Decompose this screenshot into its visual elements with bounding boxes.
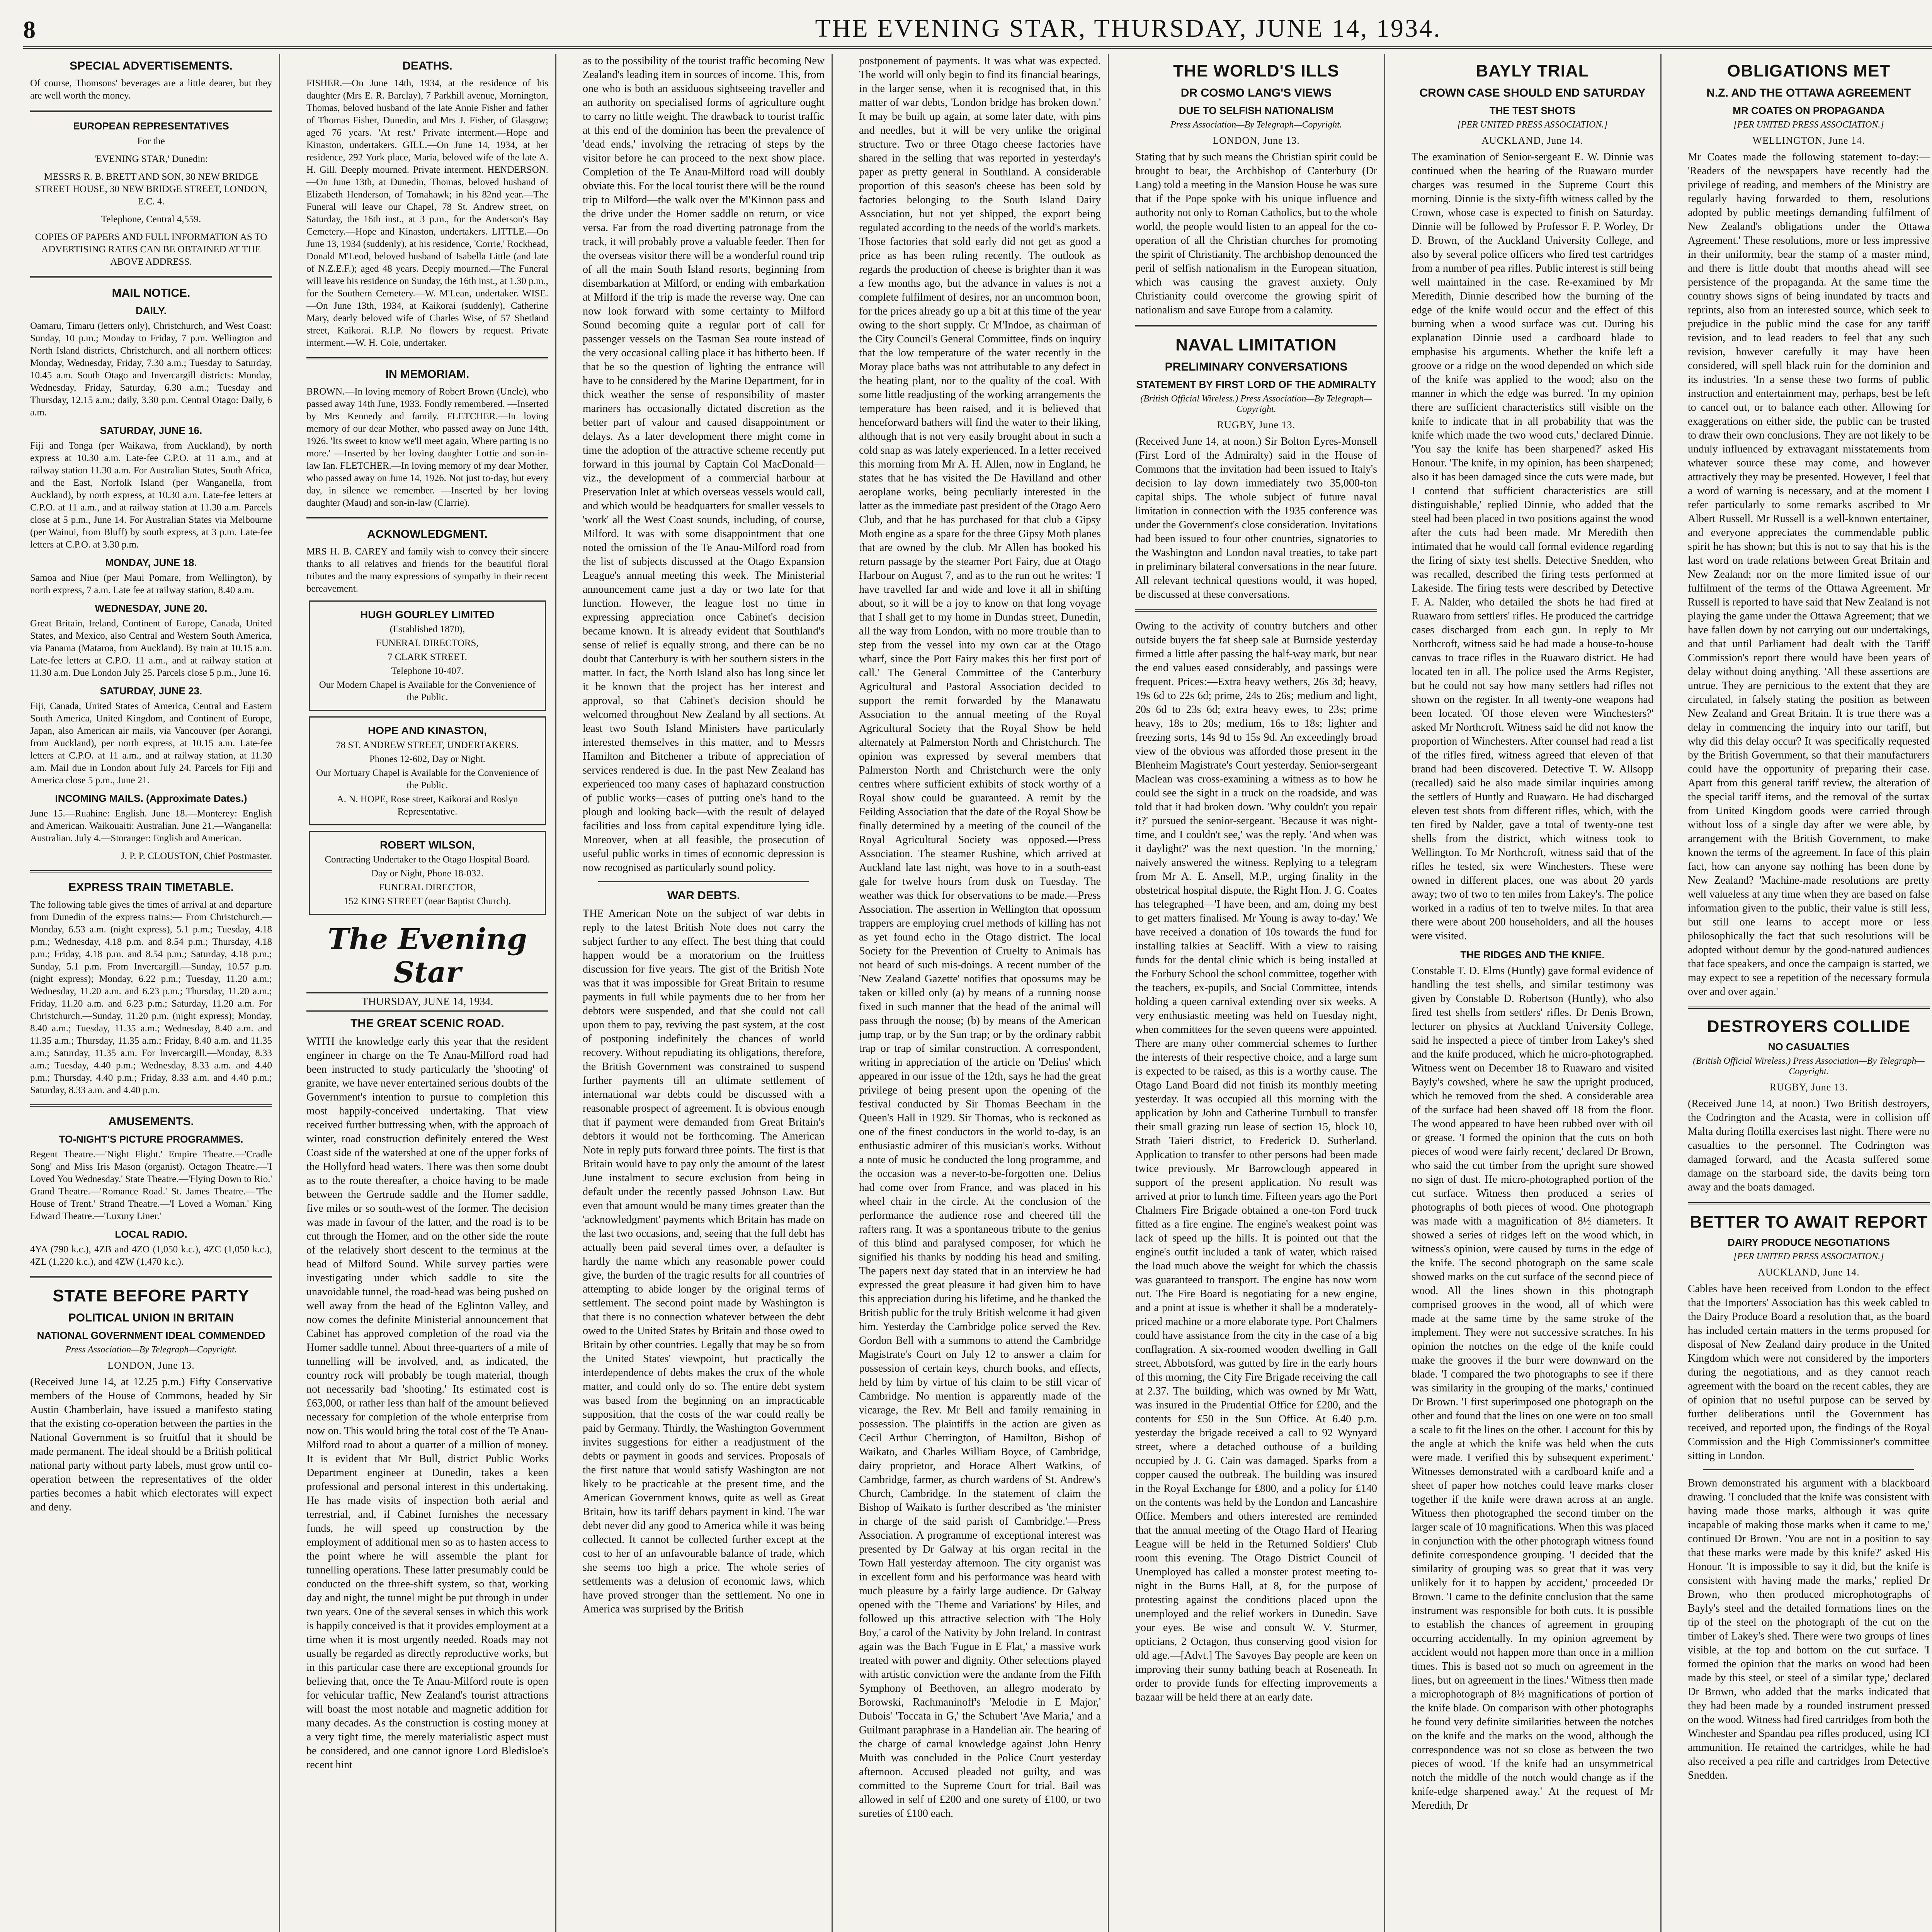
column-3 [576,54,833,1932]
wilson-role: FUNERAL DIRECTOR, [379,882,476,893]
mail-incoming-heading: INCOMING MAILS. (Approximate Dates.) [55,793,247,804]
await-report-dateline: AUCKLAND, June 14. [1758,1267,1860,1278]
column-5 [1128,54,1385,1932]
obligations-byline: [PER UNITED PRESS ASSOCIATION.] [1733,120,1884,130]
wilson-addr: 152 KING STREET (near Baptist Church). [344,896,511,906]
gourley-role: FUNERAL DIRECTORS, [376,638,479,648]
destroyers-sub: NO CASUALTIES [1768,1041,1850,1053]
gourley-name: HUGH GOURLEY LIMITED [360,609,495,621]
naval-byline: (British Official Wireless.) Press Association—By Telegraph—Copyright. [1140,394,1372,414]
newspaper-page [23,54,1932,1932]
ack-text: MRS H. B. CAREY and family wish to convey their sincere thanks to all relatives and friends for the beautiful floral tributes and the many expressions of sympathy in their recent bereavement. [306,546,548,594]
memoriam-text: BROWN.—In loving memory of Robert Brown (Uncle), who passed away 14th June, 1933. Fondly remembered. —Inserted by Mrs Kennedy and family. FLETCHER.—In loving memory of our dear Mother, who passed away on June 14th, 1926. 'Its sweet to know we'll meet again, Where parting is no more.' —Inserted by her loving daughter Lottie and son-in-law Ian. FLETCHER.—In loving memory of my dear Mother, who passed away on June 14, 1926. Not just to-day, but every day, in silence we remember. —Inserted by her loving daughter (Maud) and son-in-law (Clarrie). [306,386,548,508]
await-report-text: Cables have been received from London to the effect that the Importers' Association has this week cabled to the Dairy Produce Board a resolution that, as the board has included certain matters in the terms proposed for disposal of New Zealand dairy produce in the United Kingdom which were not considered by the importers during the negotiations, and as they cannot reach agreement with the board on the recent cables, they are of opinion that no useful purpose can be served by further deliberations until the Government has received, and reported upon, the findings of the Royal Commission and the High Commissioner's committee sitting in London. [1688,1283,1930,1462]
special-ads-text: Of course, Thomsons' beverages are a little dearer, but they are well worth the money. [30,78,272,101]
hope-sub: A. N. HOPE, Rose street, Kaikorai and Roslyn Representative. [337,794,518,817]
bayly-continued-text: Brown demonstrated his argument with a blackboard drawing. 'I concluded that the knife was consistent with having made those marks, although it was quite incapable of making those marks when it came to me,' continued Dr Brown. 'You are not in a position to say that these marks were made by this knife?' asked His Honour. 'It is impossible to say it did, but the knife is consistent with having made the marks,' replied Dr Brown, who then produced microphotographs of Bayly's steel and the detailed formations lines on the tip of the steel on the photograph of the cut on the timber of Lakey's shed. There were two groups of lines visible, at the top and bottom on the cut surface. 'I formed the opinion that the marks on wood had been made by this steel, or steel of a similar type,' declared Dr Brown, who added that the marks indicated that they had been made by a rounded instrument pressed on the wood. Witness had fired cartridges from both the Winchester and Spandau pea rifles produced, using ICI ammunition. He retained the cartridges, while he had also received a pea rifle and cartridges from Detective Snedden. [1688,1477,1930,1781]
local-notes-text: Owing to the activity of country butchers and other outside buyers the fat sheep sale at Burnside yesterday firmed a little after passing the half-way mark, but near the end values eased considerably, and passings were frequent. Prices:—Extra heavy wethers, 26s 3d; heavy, 19s 6d to 22s 6d; prime, 24s to 26s; medium and light, 20s 6d to 23s 6d; extra heavy ewes, to 23s; prime heavy, 18s to 20s; medium, 16s to 18s; lighter and freezing sorts, 14s 9d to 15s 9d. An exceedingly broad view of the obvious was afforded those present in the Blenheim Magistrate's Court yesterday. Senior-sergeant Maclean was cross-examining a witness as to how he could see the sight in a truck on the roadside, and was told that it had broken down. 'Why couldn't you repair it?' pursued the senior-sergeant. 'Because it was night-time, and I couldn't see,' was the reply. 'And when was it daylight?' was the next question. 'In the morning,' naively answered the witness. Replying to a telegram from Mr A. E. Ansell, M.P., urging finality in the obstetrical hospital dispute, the Right Hon. J. G. Coates has telegraphed—'I have been, and am, doing my best to get matters finalised. Mr Young is away to-day.' We have received a donation of 10s towards the fund for installing talkies at Seacliff. With a view to raising funds for the dental clinic which is being installed at the Forbury School the school committee, together with the teachers, ex-pupils, and Social Committee, intends holding a queen carnival extending over six weeks. A very enthusiastic meeting was held on Tuesday night, when committees for the seven queens were appointed. There are many other commercial schemes to further the interests of their respective choice, and a large sum is expected to be raised, as this is a worthy cause. The Otago Land Board did not finish its monthly meeting yesterday. It was occupied all this morning with the application by John and Catherine Turnbull to transfer their small grazing run lease of section 15, block 10, Strath Taieri district, to Frederick D. Sutherland. Application to transfer to other persons had been made twice previously. Mr Barrowclough appeared in support of the present application. No result was arrived at prior to lunch time. Fifteen years ago the Port Chalmers Fire Brigade obtained a one-ton Ford truck fitted as a fire engine. The engine's weakest point was lack of speed up the hills. It is pointed out that the engine's outfit included a tank of water, which raised the load much above the weight for which the chassis was guaranteed to transport. The engine has now worn out. The Fire Board is negotiating for a new engine, and a point at issue is whether it shall be a moderately-priced machine or a more elaborate type. Port Chalmers could have assistance from the city in the case of a big conflagration. A six-roomed wooden dwelling in Gall street, Abbotsford, was gutted by fire in the early hours of this morning, the City Fire Brigade receiving the call at 2.37. The building, which was owned by Mr Watt, was insured in the Prudential Office for £200, and the contents for £50 in the Sun Office. At 6.40 p.m. yesterday the brigade received a call to 92 Wynyard street, where a detached outhouse of a building occupied by J. G. Cain was damaged. Sparks from a copper caused the outbreak. The building was insured in the Royal Exchange for £800, and a policy for £140 on the contents was held by the London and Lancashire Office. Members and others interested are reminded that the annual meeting of the Otago Hard of Hearing League will be held in the Returned Soldiers' Club room this evening. The Otago District Council of Unemployed has called a monster protest meeting to-night in the Burns Hall, at 8, for the purpose of protesting against the conditions placed upon the unemployed and the relief workers in Dunedin. Save your eyes. Be wise and consult W. V. Sturmer, opticians, 2 Octagon, thus conserving good vision for old age.—[Advt.] The Savoyes Bay people are keen on improving their sunny bathing beach at Roseneath. In order to provide funds for effecting improvements a bazaar will be held there at an early date. [1135,620,1377,1703]
state-party-byline: Press Association—By Telegraph—Copyright. [65,1345,237,1355]
euro-reps-heading: EUROPEAN REPRESENTATIVES [73,120,229,132]
hope-name: HOPE AND KINASTON, [367,724,487,736]
bayly-text2: Constable T. D. Elms (Huntly) gave formal evidence of handling the test shells, and similar testimony was given by Constable D. Robertson (Huntly), who also fired test shells from settlers' rifles. Dr Denis Brown, lecturer on physics at Auckland University College, said he inspected a piece of timber from Lakey's shed and the knife produced, which he micro-photographed. Witness went on December 18 to Ruawaro and visited Bayly's cowshed, where he saw the upright produced, which he removed from the shed. A considerable area of the surface had been shaved off 18 from the floor. The wood appeared to have been rubbed over with oil or grease. 'I formed the opinion that the cuts on both pieces of wood were fairly recent,' declared Dr Brown, who said the cut timber from the upright sure showed no sign of dust. He micro-photographed portion of the cut surface. Witness then produced a series of photographs of both pieces of wood. One photograph was made with a magnification of 8½ diameters. It showed a series of ridges left on the wood which, in witness's opinion, were caused by turns in the edge of the knife. The second photograph on the same scale showed marks on the cut surface of the second piece of wood. All the lines shown in this photograph comprised grooves in the wood, all of which were made at the same time by the same stroke of the implement. They were not successive scratches. In his opinion the notches on the edge of the knife could make the grooves if the burr were downward on the blade. 'I compared the two photographs to see if there was similarity in the grouping of the marks,' continued Dr Brown. 'I first superimposed one photograph on the other and found that the lines on one were on too small a scale to fit the lines on the other. I account for this by the angle at which the knife was held when the cuts were made. I verified this by subsequent experiment.' Witnesses demonstrated with a cardboard knife and a sheet of paper how notches could leave marks closer together if the knife were drawn across at an angle. Witness then photographed the second timber on the larger scale of 10 magnifications. When this was placed in conjunction with the other photograph witness found definite correspondence grouping. 'I decided that the similarity of grouping was so great that it was very unlikely for it to happen by accident,' proceeded Dr Brown. 'I came to the definite conclusion that the same instrument was responsible for both cuts. It is possible to establish the chances of agreement in grouping occurring accidentally. In my opinion agreement by accident would not happen more than once in a million times. This is based not so much on agreement in the lines, but on agreement in the lines.' Witness then made a microphotograph of 8½ magnifications of portion of the knife blade. On comparison with other photographs he found very definite similarities between the notches on the knife and the marks on the wood, although the correspondence was not so close as between the two pieces of wood. 'If the knife had an unsymmetrical notch the middle of the notch would change as if the knife-edge sharpened away.' At the request of Mr Meredith, Dr [1412,965,1653,1811]
divider [306,357,548,359]
hope-tel: Phones 12-602, Day or Night. [369,754,485,764]
bayly-sub2: THE TEST SHOTS [1489,105,1576,116]
obligations-dateline: WELLINGTON, June 14. [1752,135,1865,146]
obligations-sub2: MR COATES ON PROPAGANDA [1733,105,1885,116]
page-number: 8 [23,16,36,43]
state-party-sub2: NATIONAL GOVERNMENT IDEAL COMMENDED [37,1330,265,1341]
amusements-sub: TO-NIGHT'S PICTURE PROGRAMMES. [59,1133,243,1145]
mail-wed20-heading: WEDNESDAY, JUNE 20. [95,602,207,614]
bayly-sub3: THE RIDGES AND THE KNIFE. [1460,949,1605,961]
special-ads-heading: SPECIAL ADVERTISEMENTS. [70,60,233,72]
divider [1135,325,1377,327]
destroyers-dateline: RUGBY, June 13. [1769,1082,1848,1093]
divider [1703,1469,1914,1470]
mail-sat23-text: Fiji, Canada, United States of America, Central and Eastern South America, United Kingdom, and Continent of Europe, Japan, also American air mails, via Vancouver (per Aorangi, from Auckland), per north express, at 10.15 a.m. Late-fee letters at C.P.O. at 11 a.m., and at railway station, at 11.30 a.m. Mail due in London about July 24. Parcels for Fiji and America close 5 p.m., June 21. [30,701,272,786]
worlds-ills-dateline: LONDON, June 13. [1213,135,1300,146]
divider [30,276,272,278]
divider [1688,1202,1930,1204]
state-party-sub: POLITICAL UNION IN BRITAIN [68,1311,234,1324]
notes-text: postponement of payments. It was what was expected. The world will only begin to find its financial bearings, in the larger sense, when it is recognised that, in this matter of war debts, 'London bridge has broken down.' It may be built up again, at some later date, with pins and needles, but it will be very unlike the original structure. Two or three Otago cheese factories have shared in the selling that was reported in yesterday's paper as pretty general in Southland. A considerable proportion of this season's cheese has been sold by factories belonging to the South Island Dairy Association, but not yet shipped, the export being regulated according to the needs of the world's markets. Those factories that sold early did not get as good a price as has been ruling recently. The outlook as regards the production of cheese is brighter than it was a few months ago, but the advance in values is not a complete fulfilment of desires, nor an uncommon boon, for the prices already go up a bit at this time of the year owing to the short supply. Cr M'Indoe, as chairman of the City Council's General Committee, finds on inquiry that the low temperature of the water recently in the Moray place baths was not attributable to any defect in the heating plant, nor to the quality of the coal. With some little readjusting of the working arrangements the temperature has been raised, and it is believed that henceforward bathers will find the water to their liking, although that is not very easily brought about in such a cold snap as was lately experienced. In a letter received this morning from Mr A. H. Allen, now in England, he states that he has visited the De Havilland and other aeroplane works, being peculiarly interested in the latter as the immediate past president of the Otago Aero Club, and that he has purchased for that club a Gipsy Moth engine as a spare for the three Gipsy Moth planes that are owned by the club. Mr Allen has booked his return passage by the steamer Port Fairy, due at Otago Harbour on August 7, and as to the run out he writes: 'I have travelled far and wide and love it all in shifting about, so it will be a joy to know on that long voyage that I shall get to my home in Dundas street, Dunedin, all the way from London, with no more trouble than to step from the vessel into my own car at the Otago wharf, since the Port Fairy makes this her first port of call.' The General Committee of the Canterbury Agricultural and Pastoral Association decided to support the remit forwarded by the Manawatu Association to the annual meeting of the Royal Agricultural Society that the Royal Show be held alternately at Palmerston North and Christchurch. The opinion was expressed by several members that Palmerston North and Christchurch were the only centres where sufficient exhibits of stock worthy of a Royal show could be guaranteed. A remit by the Feilding Association that the date of the Royal Show be finally determined by a meeting of the council of the Royal Agricultural Society was opposed.—Press Association. The steamer Rushine, which arrived at Auckland late last night, was hove to in a south-east gale for twelve hours from dusk on Tuesday. The weather was thick for observations to be made.—Press Association. The assertion in Wellington that opossum trappers are employing cruel methods of killing has not as yet found echo in the Otago district. The local Society for the Prevention of Cruelty to Animals has not heard of such mis-doings. A recent number of the 'New Zealand Gazette' notifies that opossums may be taken or killed only (a) by means of a running noose fixed in such manner that the head of the animal will pass through the noose; (b) by means of the American jump trap, or by the Sun trap; or by the ordinary rabbit trap or trap of similar construction. A correspondent, writing in appreciation of the article on 'Delius' which appeared in our issue of the 12th, says he had the great privilege of being present upon the opening of the festival conducted by Sir Thomas Beecham in the Queen's Hall in 1929. Sir Thomas, who is reckoned as one of the finest conductors in the world to-day, is an enthusiastic admirer of this musician's works. Without a note of music he conducted the long programme, and the occasion was a never-to-be-forgotten one. Delius had come over from France, and was placed in his wheel chair in the circle. At the conclusion of the performance the audience rose and cheered till the rafters rang. It was a spontaneous tribute to the genius of this blind and paralysed composer, for which he signified his thanks by nodding his head and smiling. The papers next day stated that in an interview he had expressed the great pleasure it had given him to have this appreciation during his lifetime, and he thanked the British public for the truly British welcome it had given him. Yesterday the Cambridge police served the Rev. Gordon Bell with a summons to attend the Cambridge Magistrate's Court on July 12 to answer a claim for possession of certain keys, church books, and effects, held by him by virtue of his claim to be still vicar of Cambridge. No mention is apparently made of the vicarage, the Rev. Mr Bell and family remaining in possession. The plaintiffs in the action are given as Cecil Arthur Cherrington, of Hamilton, Bishop of Waikato, and Charles William Boyce, of Cambridge, dairy proprietor, and Horace Albert Watkins, of Cambridge, farmer, as church wardens of St. Andrew's Church, Cambridge. In the statement of claim the Bishop of Waikato is further described as 'the minister in charge of the said parish of Cambridge.'—Press Association. A programme of exceptional interest was presented by Dr Galway at his organ recital in the Town Hall yesterday afternoon. The city organist was in excellent form and his performance was heard with much pleasure by a fairly large audience. Dr Galway opened with the 'Theme and Variations' by Hiles, and followed up this attractive selection with 'The Holy Boy,' a carol of the Nativity by John Ireland. In contrast again was the Bach 'Fugue in E Flat,' a massive work treated with power and dignity. Other selections played with artistic conviction were the andante from the Fifth Symphony of Beethoven, an allegro moderato by Borowski, Rachmaninoff's 'Melodie in E Major,' Dubois' 'Toccata in G,' the Schubert 'Ave Maria,' and a Guilmant paraphrase in a Handelian air. The hearing of the charge of carnal knowledge against John Henry Muith was concluded in the Police Court yesterday afternoon. Accused pleaded not guilty, and was committed to the Supreme Court for trial. Bail was allowed in self of £200 and one surety of £100, or two sureties of £100 each. [859,55,1101,1820]
bayly-dateline: AUCKLAND, June 14. [1481,135,1583,146]
divider [1135,609,1377,612]
gourley-ad [309,600,546,711]
naval-text: (Received June 14, at noon.) Sir Bolton Eyres-Monsell (First Lord of the Admiralty) said in the House of Commons that the invitation had been issued to Italy's decision to lay down immediately two 35,000-ton capital ships. The whole subject of future naval limitation in connection with the 1935 conference was under the Government's close consideration. Invitations had been issued to four other countries, signatories to the Washington and London naval treaties, to take part in preliminary bilateral conversations in the near future. All relevant technical questions would, it was hoped, be discussed at these conversations. [1135,435,1377,600]
naval-headline: NAVAL LIMITATION [1175,335,1337,354]
wilson-ad [309,831,546,915]
euro-telephone: Telephone, Central 4,559. [101,214,201,224]
await-report-sub: DAIRY PRODUCE NEGOTIATIONS [1728,1236,1890,1248]
editorial-continued: as to the possibility of the tourist traffic becoming New Zealand's leading item in sources of income. This, from one who is both an assiduous sightseeing traveller and an authority on specialised forms of agriculture ought to carry no little weight. The drawback to tourist traffic at this end of the dominion has been the prevalence of 'dead ends,' involving the retracing of steps by the visitor before he can proceed to the next show place. Completion of the Te Anau-Milford road will doubly obviate this. For the local tourist there will be the round trip to Milford—the walk over the M'Kinnon pass and the drive under the Homer saddle on return, or vice versa. Far from the road diverting patronage from the track, it will probably prove a valuable feeder. Then for the overseas visitor there will be a wonderful round trip of all the main South Island resorts, beginning from disembarkation at Milford, or ending with embarkation at Milford if the trip is made the reverse way. One can now look forward with some certainty to Milford Sound becoming quite a regular port of call for passenger vessels on the Tasman Sea route instead of the very occasional calling place it has hitherto been. If that be so the question of lighting the entrance will have to be considered by the Marine Department, for in thick weather the sense of responsibility of master mariners has occasionally dictated discretion as the better part of valour and caused disappointment or delays. As a later development there might come in time the adoption of the attractive scheme recently put forward in this journal by Captain Col MacDonald—viz., the development of a commercial harbour at Preservation Inlet at which overseas vessels would call, and which would be headquarters for smaller vessels to 'work' all the West Coast sounds, including, of course, Milford. It was with some disappointment that one noted the omission of the Te Anau-Milford road from the list of subjects discussed at the Otago Expansion League's annual meeting this week. The Ministerial announcement came just a day or two late for that function. However, the league lost no time in expressing appreciation once Cabinet's decision became known. It is already evident that Southland's sense of relief is equally strong, and there can be no doubt that Canterbury is with her southern sisters in the matter. In fact, the North Island also has long since let it be known that the project has her interest and approval, so that Cabinet's decision should be welcomed throughout New Zealand by all sections. At least two South Island Ministers have particularly interested themselves in this matter, and to Messrs Hamilton and Bitchener a tribute of appreciation of services rendered is due. In the past New Zealand has experienced too many cases of haphazard construction of public works—cases of putting one's hand to the plough and looking back—with the result of delayed facilities and loss from capital expenditure lying idle. Moreover, when at all feasible, the prosecution of useful public works in times of economic depression is now recognised as particularly sound policy. [583,55,825,874]
column-1 [23,54,280,1932]
obligations-sub: N.Z. AND THE OTTAWA AGREEMENT [1706,87,1911,99]
naval-sub2: STATEMENT BY FIRST LORD OF THE ADMIRALTY [1136,379,1376,390]
mail-wed20-text: Great Britain, Ireland, Continent of Europe, Canada, United States, and Mexico, also Central and Western South America, via Panama (Mataroa, from Auckland). By train at 10.15 a.m. Late-fee letters at C.P.O. 11 a.m., and at railway station at 11.30 a.m. Due London July 25. Parcels close 5 p.m., June 16. [30,618,272,678]
mail-sat23-heading: SATURDAY, JUNE 23. [100,685,202,697]
amusements-heading: AMUSEMENTS. [108,1115,194,1128]
state-party-dateline: LONDON, June 13. [107,1360,195,1371]
column-2 [299,54,556,1932]
euro-copies: COPIES OF PAPERS AND FULL INFORMATION AS TO ADVERTISING RATES CAN BE OBTAINED AT THE ABOVE ADDRESS. [35,232,267,267]
hope-kinaston-ad [309,716,546,825]
express-heading: EXPRESS TRAIN TIMETABLE. [68,881,234,894]
scenic-road-heading: THE GREAT SCENIC ROAD. [350,1017,504,1030]
worlds-ills-sub2: DUE TO SELFISH NATIONALISM [1179,105,1334,116]
mail-daily-text: Oamaru, Timaru (letters only), Christchurch, and West Coast: Sunday, 10 p.m.; Monday to Friday, 7 p.m. Wellington and North Island districts, Christchurch, and all northern offices: Monday, Wednesday, Friday, 7.30 a.m.; Tuesday to Saturday, 10.45 a.m. South Otago and Invercargill districts: Monday, Wednesday, Friday, Saturday, 6.30 a.m.; Tuesday and Thursday, 12.15 a.m.; daily, 3.30 p.m. Central Otago: Daily, 6 a.m. [30,321,272,418]
worlds-ills-byline: Press Association—By Telegraph—Copyright. [1170,120,1342,130]
gourley-est: (Established 1870), [389,624,465,634]
radio-heading: LOCAL RADIO. [115,1228,187,1240]
worlds-ills-sub: DR COSMO LANG'S VIEWS [1180,87,1332,99]
gourley-tel: Telephone 10-407. [391,666,464,676]
await-report-headline: BETTER TO AWAIT REPORT [1689,1213,1928,1231]
obligations-text: Mr Coates made the following statement to-day:— 'Readers of the newspapers have recently had the privilege of reading, and members of the Ministry are regularly having forwarded to them, resolutions adopted by public meetings demanding fulfilment of New Zealand's obligations under the Ottawa Agreement.' These resolutions, more or less impressive in their uniformity, bear the stamp of a master mind, and there is little doubt that months ahead will see persistence of the propaganda. At the same time the country shows signs of being inundated by tracts and reprints, also from an interested source, which seek to prejudice in the public mind the case for any tariff revision, and to lead readers to feel that any such revision, however carefully it may have been considered, will spell black ruin for the dominion and its industries. 'In a sense these two forms of public instruction and entertainment may, perhaps, best be left to cancel out, or to balance each other. Allowing for exaggerations on either side, the public can be trusted to draw their own conclusions. They are not likely to be unduly influenced by extravagant misstatements from whatever source these may come, and however attractively they may be presented. However, I feel that a word of warning is necessary, and at the moment I refer particularly to some remarks ascribed to Mr Albert Russell. Mr Russell is a well-known entertainer, and everyone appreciates the commendable public spirit he has shown; but this is not to say that his is the last word on trade relations between Great Britain and New Zealand; nor on the more limited issue of our fulfilment of the terms of the Ottawa Agreement. Mr Russell is reported to have said that New Zealand is not playing the game under the Ottawa Agreement; that we have fallen down by not carrying out our undertakings, and that until Parliament had dealt with the Tariff Commission's report there would have been years of delay without doing anything. 'All these assertions are untrue. They are pernicious to the extent that they are circulated, in falsely stating the position as between New Zealand and Great Britain. It is true there was a delay in commencing the inquiry into our tariff, but why did this delay occur? It was specifically requested by the British Government, so that their manufacturers could have the opportunity of preparing their case. Apart from this general tariff review, the alteration of the special tariff items, and the removal of the surtax from United Kingdom goods were carried through without loss of a single day after we were able, by arrangement with the British Government, to make known the terms of the agreement. In face of this plain fact, how can anyone say nothing has been done by New Zealand? 'Machine-made resolutions are pretty well valueless at any time when they are based on false information given to the public, their value is still less, but still one learns to accept more or less philosophically the fact that such resolutions will be adopted without demur by the good-natured audiences that face speakers, and once the campaign is started, we may expect to see a repetition of the necessary formula over and over again.' [1688,151,1930,998]
divider [30,870,272,872]
euro-firm: MESSRS R. B. BRETT AND SON, 30 NEW BRIDGE STREET HOUSE, 30 NEW BRIDGE STREET, LONDON, E.C. 4. [35,172,267,207]
await-report-byline: [PER UNITED PRESS ASSOCIATION.] [1733,1252,1884,1262]
divider [1688,1007,1930,1009]
destroyers-text: (Received June 14, at noon.) Two British destroyers, the Codrington and the Acasta, were in collision off Malta during flotilla exercises last night. There were no casualties to the personnel. The Codrington was damaged forward, and the Acasta suffered some damage on the starboard side, the davits being torn away and the boats damaged. [1688,1098,1930,1193]
column-6 [1405,54,1662,1932]
mail-incoming-text: June 15.—Ruahine: English. June 18.—Monterey: English and American. Waikouaiti: Australian. June 21.—Wanganella: Australian. July 4.—Storanger: English and American. [30,808,272,844]
scenic-road-text: WITH the knowledge early this year that the resident engineer in charge on the Te Anau-Milford road had been instructed to study particularly the 'shooting' of granite, we have never entertained serious doubts of the Government's intention to pursue to completion this most happily-conceived undertaking. That view received further buttressing when, with the approach of winter, road construction definitely entered the West Coast side of the watershed at one of the upper forks of the Hollyford head waters. There was then some doubt as to the route thereafter, a choice having to be made between the Gertrude saddle and the Homer saddle, five miles or so south-west of the former. The decision was made in favour of the latter, and the road is to be cut through the Homer, and on the other side the route of the relatively short descent to the terminus at the head of Milford Sound. While survey parties were investigating under which saddle to site the unavoidable tunnel, the road-head was being pushed on well away from the head of the Eglinton Valley, and now comes the definite Ministerial announcement that Cabinet has approved completion of the road via the Homer saddle tunnel. About three-quarters of a mile of tunnelling will be involved, and, as indicated, the country rock will probably be tough material, though not necessarily bad 'shooting.' Its estimated cost is £63,000, or rather less than half of the amount believed necessary for completion of the whole enterprise from now on. This would bring the total cost of the Te Anau-Milford road to about a quarter of a million of money. It is evident that Mr Bull, district Public Works Department engineer at Dunedin, takes a keen professional and personal interest in this undertaking. He has made visits of inspection both aerial and terrestrial, and, if Cabinet furnishes the necessary funds, he will speed up construction by the employment of additional men so as to hasten access to the point where he will assemble the plant for tunnelling operations. These latter presumably could be conducted on the three-shift system, so that, working day and night, the tunnel might be put through in under two years. One of the several senses in which this work is happily conceived is that it provides employment at a time when it is most urgently needed. Roads may not usually be regarded as directly reproductive works, but in this particular case there are exceptional grounds for believing that, once the Te Anau-Milford route is open for vehicular traffic, New Zealand's tourist attractions will boast the most notable and magnetic addition for many decades. As the construction is costing money at a very tight time, the merely materialistic aspect must be considered, and one cannot ignore Lord Bledisloe's recent hint [306,1036,548,1771]
bayly-text: The examination of Senior-sergeant E. W. Dinnie was continued when the hearing of the Ruawaro murder charges was resumed in the Supreme Court this morning. Dinnie is the sixty-fifth witness called by the Crown, whose case is expected to finish on Saturday. Dinnie will be followed by Professor F. P. Worley, Dr D. Brown, of the Auckland University College, and also by several police officers who fired test cartridges from a number of pea rifles. Public interest is still being well maintained in the case. Re-examined by Mr Meredith, Dinnie described how the burning of the edge of the knife would occur and the effect of this burning when a wood surface was cut. During his explanation Dinnie used a cardboard blade to emphasise his arguments. Whether the knife left a groove or a ridge on the wood depended on which side of the knife was applied to the wood; also on the manner in which the edge was burred. 'In my opinion there are sufficient characteristics still visible on the knife to indicate that in all probability that was the knife which made the two wood cuts,' declared Dinnie. 'You say the knife has been sharpened?' asked His Honour. 'The knife, in my opinion, has been sharpened; also it has been damaged since the cuts were made, but I contend that sufficient characteristics are still distinguishable,' replied Dinnie, who added that the steel had been placed in two positions against the wood after the cuts had been made. Mr Meredith then intimated that he would call formal evidence regarding the firing of sixty test shells. Detective Snedden, who was recalled, described the firing tests performed at Lakeside. The firing tests were described by Detective F. A. Nalder, who detailed the shots he had fired at Ruawaro from settlers' rifles. He produced the cartridge cases discharged from each gun. In reply to Mr Northcroft, witness said he had made a house-to-house canvas to trace rifles in the Ruawaro district. He had located ten in all. The police used the Arms Register, but he could not say how many settlers had rifles not shown on the register. In all twenty-one weapons had been located. 'Of those eleven were Winchesters?' asked Mr Northcroft. Witness said he did not know the proportion of Winchesters. After counsel had read a list of the rifles fired, witness agreed that eleven of that brand had been discovered. Detective T. W. Allsopp (recalled) said he also made similar inquiries among the settlers of Huntly and Ruawaro. He had discharged eleven test shots from different rifles, which, with the ten fired by Nalder, gave a total of twenty-one test shells from the district, which witness took to Wellington. To Mr Northcroft, witness said that of the rifles he tested, six were Winchesters. These were owned in different places, one was about 20 yards away; two of two to ten miles from Lakey's. The police worked in a radius of ten to twelve miles. In that area there were about 200 householders, and all the houses were visited. [1412,151,1653,942]
masthead [23,12,1932,49]
evening-star-logo: The Evening Star [328,923,527,989]
war-debts-text: THE American Note on the subject of war debts in reply to the latest British Note does not carry the subject further to any effect. The best thing that could happen would be a moratorium on the fruitless discussion for five years. The gist of the British Note was that it was impossible for Great Britain to resume payments in full while payments due to her from her debtors were suspended, and that she could not call upon them to pay, reviving the past system, at the cost of postponing indefinitely the chances of world recovery. Without repudiating its obligations, therefore, the British Government was constrained to suspend further payments till an ultimate settlement of international war debts could be discussed with a reasonable prospect of agreement. It is obvious enough that if payment were demanded from Great Britain's debtors it would not be forthcoming. The American Note in reply puts forward three points. The first is that Britain would have to pay only the amount of the latest June instalment to secure exclusion from being in default under the recently passed Johnson Law. But even that amount would be many times greater than the 'acknowledgment' payments which Britain has made on the last two occasions, and, seeing that the full debt has actually been paid several times over, a defaulter is hardly the name which any reasonable power could give, the burden of the tragic results for all countries of attempting to abide longer by the original terms of settlement. The second point made by Washington is that there is no connection whatever between the debt owed to the United States by Britain and those owed to Britain by other countries. Legally that may be so from the United States' viewpoint, but practically the interdependence of debts makes the crux of the whole matter, and could only do so. The entire debt system was based from the beginning on an impracticable supposition, that the costs of the war could really be paid by Germany. Thirdly, the Washington Government invites suggestions for either a readjustment of the debts or payment in goods and services. Proposals of the first nature that would satisfy Washington are not likely to be practicable at the present time, and the American Government knows, quite as well as Great Britain, how its tariff debars payment in kind. The war debt never did any good to America while it was being collected. It cannot be collected further except at the cost to her of an unfavourable balance of trade, which she seems too high a price. The whole series of settlements was a delusion of economic laws, which have proved stronger than the settlement. No one in America was surprised by the British [583,908,825,1615]
bayly-byline: [PER UNITED PRESS ASSOCIATION.] [1457,120,1608,130]
naval-dateline: RUGBY, June 13. [1217,419,1296,430]
divider [30,1104,272,1107]
column-4 [852,54,1109,1932]
editorial-date: THURSDAY, JUNE 14, 1934. [306,992,548,1012]
destroyers-headline: DESTROYERS COLLIDE [1707,1017,1911,1036]
gourley-addr: 7 CLARK STREET. [388,652,467,662]
gourley-note: Our Modern Chapel is Available for the Convenience of the Public. [319,680,536,702]
column-7 [1681,54,1932,1932]
memoriam-heading: IN MEMORIAM. [385,368,469,381]
state-party-text: (Received June 14, at 12.25 p.m.) Fifty Conservative members of the House of Commons, headed by Sir Austin Chamberlain, have issued a manifesto stating that the existing co-operation between the parties in the National Government is so fruitful that it should be made permanent. The ideal should be a British political national party without party labels, must grow until co-operation between the representatives of the older parties becomes a habit which electorates will expect and deny. [30,1376,272,1513]
mail-mon18-text: Samoa and Niue (per Maui Pomare, from Wellington), by north express, 7 a.m. Late fee at railway station, 8.40 a.m. [30,573,272,595]
bayly-headline: BAYLY TRIAL [1476,61,1589,80]
mail-notice-heading: MAIL NOTICE. [112,287,190,299]
bayly-sub: CROWN CASE SHOULD END SATURDAY [1419,87,1646,99]
divider [30,1276,272,1278]
deaths-text: FISHER.—On June 14th, 1934, at the residence of his daughter (Mrs E. R. Barclay), 7 Parkhill avenue, Mornington, Thomas, beloved husband of the late Annie Fisher and father of Thomas Fisher, Dunedin, and Mrs J. Fisher, of Glasgow; aged 76 years. 'At rest.' Private interment.—Hope and Kinaston, undertakers. GILL.—On June 14, 1934, at her residence, 292 York place, Maria, beloved wife of the late A. H. Gill. Deeply mourned. Private interment. HENDERSON.—On June 13th, at Dunedin, Thomas, beloved husband of Elizabeth Henderson, of Tomahawk; in his 82nd year.—The Funeral will leave our Chapel, 78 St. Andrew street, on Saturday, the 16th inst., at 3 p.m., for the Anderson's Bay Cemetery.—Hope and Kinaston, undertakers. LITTLE.—On June 13, 1934 (suddenly), at his residence, 'Corrie,' Rockhead, Donald M'Leod, beloved husband of Isabella Little (and late of N.Z.E.F.); aged 48 years. Deeply mourned.—The Funeral will leave his residence on Sunday, the 16th inst., at 1.30 p.m., for the Southern Cemetery.—W. M'Lean, undertaker. WISE.—On June 13th, 1934, at Kaikorai (suddenly), Catherine Mary, dearly beloved wife of Charles Wise, of 57 Shetland street, Kaikorai. R.I.P. No flowers by request. Private interment.—W. H. Cole, undertaker. [306,78,548,348]
wilson-name: ROBERT WILSON, [380,839,475,851]
mail-daily-heading: DAILY. [136,305,167,316]
wilson-tel: Day or Night, Phone 18-032. [371,868,484,879]
war-debts-heading: WAR DEBTS. [667,889,740,902]
deaths-heading: DEATHS. [402,60,452,72]
euro-for: For the [137,136,165,146]
hope-note: Our Mortuary Chapel is Available for the Convenience of the Public. [316,768,539,791]
euro-paper: 'EVENING STAR,' Dunedin: [94,154,208,164]
mail-mon18-heading: MONDAY, JUNE 18. [105,557,197,568]
mail-sat16-text: Fiji and Tonga (per Waikawa, from Auckland), by north express at 10.30 a.m. Late-fee C.P.O. at 11 a.m., and at railway station 11.30 a.m. For Australian States, South Africa, and the East, Norfolk Island (per Wanganella, from Auckland), by north express, at 10.30 a.m. Late-fee letters at C.P.O. at 11 a.m., and at railway station at 11.30 a.m. Parcels close at 5 p.m., June 14. For Australian States via Melbourne (per Wainui, from Bluff) by south express, at 3 p.m. Late-fee letters at C.P.O. at 3.30 p.m. [30,440,272,550]
wilson-desc: Contracting Undertaker to the Otago Hospital Board. [325,854,530,865]
newspaper-title: THE EVENING STAR, THURSDAY, JUNE 14, 1934. [815,14,1442,43]
naval-sub: PRELIMINARY CONVERSATIONS [1165,361,1348,373]
divider [306,517,548,519]
divider [598,881,809,882]
radio-text: 4YA (790 k.c.), 4ZB and 4ZO (1,050 k.c.), 4ZC (1,050 k.c.), 4ZL (1,220 k.c.), and 4ZW (1,470 k.c.). [30,1244,272,1267]
amusements-text: Regent Theatre.—'Night Flight.' Empire Theatre.—'Cradle Song' and Miss Iris Mason (organist). Octagon Theatre.—'I Loved You Wednesday.' State Theatre.—'Flying Down to Rio.' Grand Theatre.—'Romance Road.' St. James Theatre.—'The House of Trent.' Strand Theatre.—'I Loved a Woman.' King Edward Theatre.—'Luxury Liner.' [30,1149,272,1221]
mail-sat16-heading: SATURDAY, JUNE 16. [100,425,202,436]
worlds-ills-text: Stating that by such means the Christian spirit could be brought to bear, the Archbishop of Canterbury (Dr Lang) told a meeting in the Mansion House he was sure that if the Pope spoke with his unique influence and authority not only to Roman Catholics, but to the whole world, the people would listen to an appeal for the co-operation of all the Christian churches for promoting the spirit of Christianity. The archbishop denounced the peril of selfish nationalism in the European situation, which was causing the gravest anxiety. Only Christianity could overcome the growing spirit of nationalism and save Europe from a calamity. [1135,151,1377,316]
express-text: The following table gives the times of arrival at and departure from Dunedin of the express trains:— From Christchurch.—Monday, 6.53 a.m. (night express), 5.1 p.m.; Tuesday, 4.18 p.m.; Wednesday, 4.18 p.m. and 8.54 p.m.; Thursday, 4.18 p.m.; Friday, 4.18 p.m. and 8.54 p.m.; Saturday, 4.18 p.m.; Sunday, 5.1 p.m. From Invercargill.—Sunday, 10.57 p.m. (night express); Monday, 6.22 p.m.; Tuesday, 11.20 a.m.; Wednesday, 11.20 a.m. and 6.23 p.m.; Thursday, 11.20 a.m.; Friday, 11.20 a.m. and 6.23 p.m.; Saturday, 11.20 a.m. For Christchurch.—Sunday, 11.20 p.m. (night express); Monday, 8.40 a.m.; Tuesday, 11.35 a.m.; Wednesday, 8.40 a.m. and 11.35 a.m.; Thursday, 11.35 a.m.; Friday, 8.40 a.m. and 11.35 a.m.; Saturday, 11.35 a.m. For Invercargill.—Monday, 8.33 a.m.; Tuesday, 4.40 p.m.; Wednesday, 8.33 a.m. and 4.40 p.m.; Thursday, 4.40 p.m.; Friday, 8.33 a.m. and 4.40 p.m.; Saturday, 8.33 a.m. and 4.40 p.m. [30,900,272,1095]
hope-addr: 78 ST. ANDREW STREET, UNDERTAKERS. [336,740,519,750]
ack-heading: ACKNOWLEDGMENT. [367,528,488,541]
destroyers-byline: (British Official Wireless.) Press Association—By Telegraph—Copyright. [1693,1056,1925,1077]
divider [30,110,272,112]
mail-signature: J. P. P. CLOUSTON, Chief Postmaster. [121,851,272,861]
state-party-headline: STATE BEFORE PARTY [53,1286,250,1305]
obligations-headline: OBLIGATIONS MET [1727,61,1891,80]
worlds-ills-headline: THE WORLD'S ILLS [1173,61,1339,80]
